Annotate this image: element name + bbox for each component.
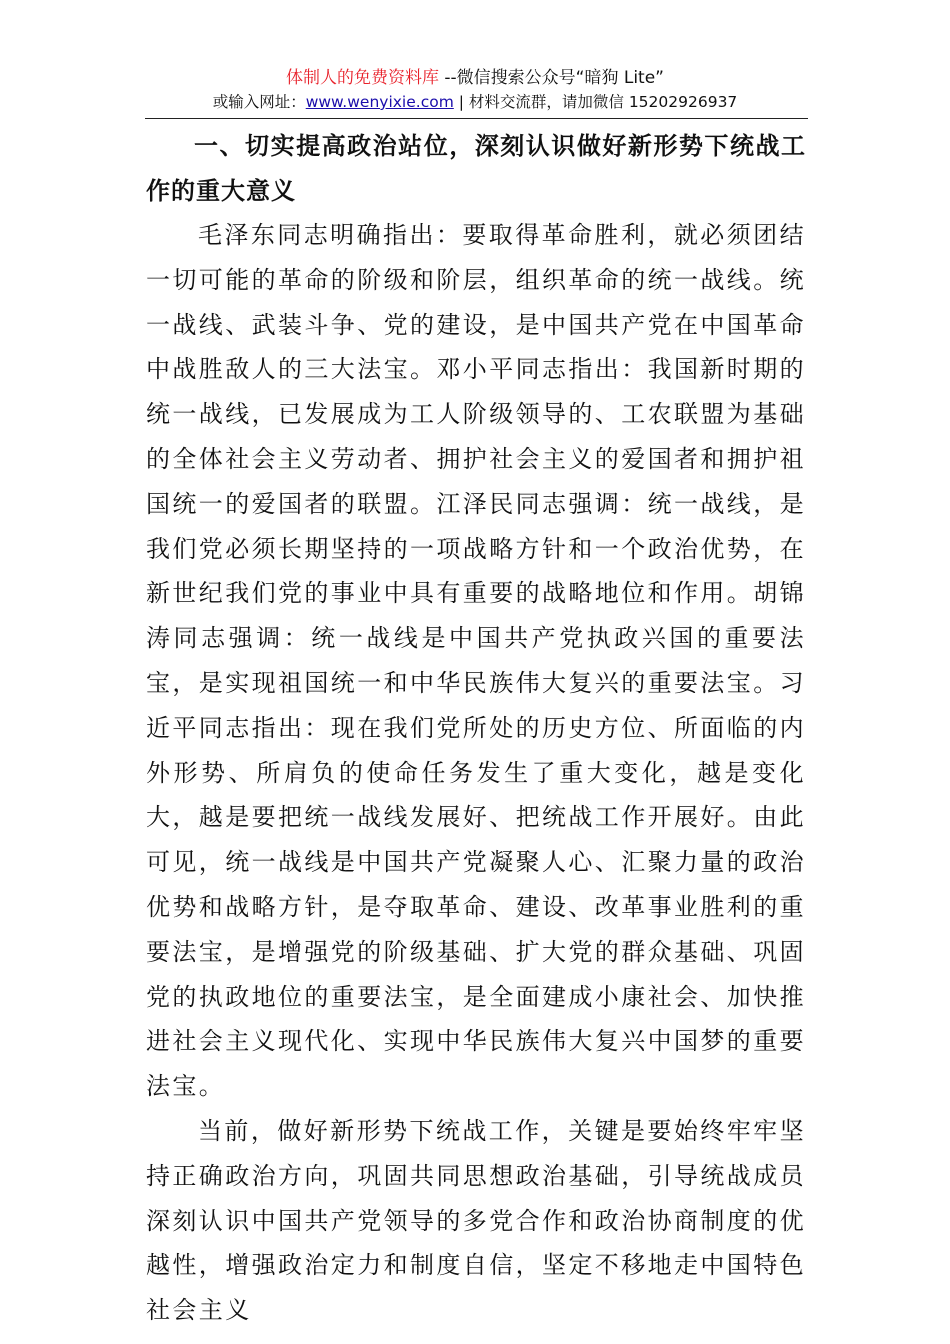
url-prefix: 或输入网址： bbox=[212, 93, 306, 111]
header-divider bbox=[145, 118, 808, 119]
header-tagline: --微信搜索公众号“暗狗 Lite” bbox=[438, 68, 664, 88]
paragraph-1: 毛泽东同志明确指出：要取得革命胜利，就必须团结一切可能的革命的阶级和阶层，组织革命的统一战线。统一战线、武装斗争、党的建设，是中国共产党在中国革命中战胜敌人的三大法宝。邓小平同志指出：我国新时期的统一战线，已发展成为工人阶级领导的、工农联盟为基础的全体社会主义劳动者、拥护社会主义的爱国者和拥护祖国统一的爱国者的联盟。江泽民同志强调：统一战线，是我们党必须长期坚持的一项战略方针和一个政治优势，在新世纪我们党的事业中具有重要的战略地位和作用。胡锦涛同志强调：统一战线是中国共产党执政兴国的重要法宝，是实现祖国统一和中华民族伟大复兴的重要法宝。习近平同志指出：现在我们党所处的历史方位、所面临的内外形势、所肩负的使命任务发生了重大变化，越是变化大，越是要把统一战线发展好、把统战工作开展好。由此可见，统一战线是中国共产党凝聚人心、汇聚力量的政治优势和战略方针，是夺取革命、建设、改革事业胜利的重要法宝，是增强党的阶级基础、扩大党的群众基础、巩固党的执政地位的重要法宝，是全面建成小康社会、加快推进社会主义现代化、实现中华民族伟大复兴中国梦的重要法宝。 bbox=[146, 221, 806, 1101]
paragraph-2: 当前，做好新形势下统战工作，关键是要始终牢牢坚持正确政治方向，巩固共同思想政治基础，引导统战成员深刻认识中国共产党领导的多党合作和政治协商制度的优越性，增强政治定力和制度自信，坚定不移地走中国特色社会主义 bbox=[146, 1116, 806, 1325]
contact-info: | 材料交流群，请加微信 15202926937 bbox=[453, 93, 738, 111]
website-link[interactable]: www.wenyixie.com bbox=[305, 93, 454, 111]
header-title-line bbox=[0, 66, 950, 90]
document-body bbox=[146, 124, 806, 1333]
brand-name: 体制人的免费资料库 bbox=[285, 68, 439, 88]
header-contact-line bbox=[0, 90, 950, 114]
page-header bbox=[0, 66, 950, 114]
section-heading: 一、切实提高政治站位，深刻认识做好新形势下统战工作的重大意义 bbox=[146, 132, 806, 205]
